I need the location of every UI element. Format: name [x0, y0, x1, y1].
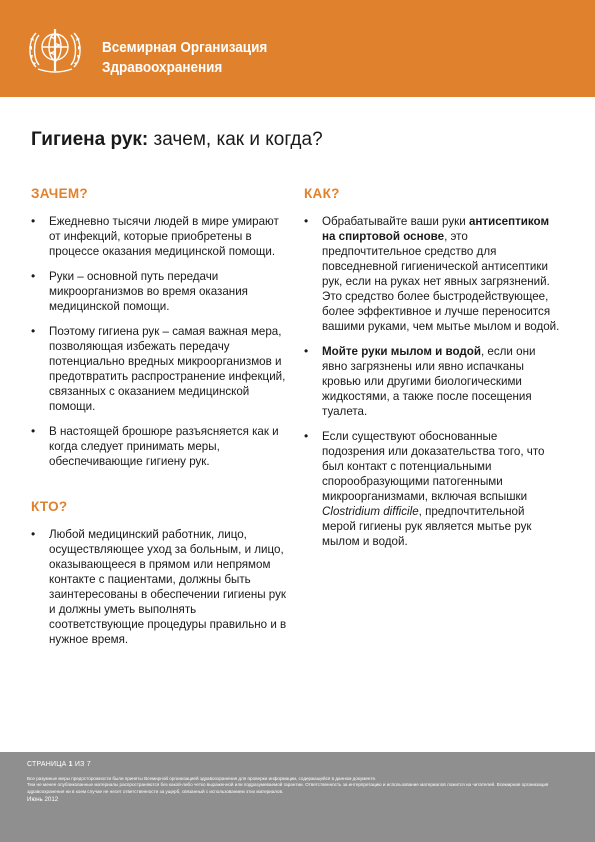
- publication-date: Июнь 2012: [27, 796, 59, 803]
- footer: [0, 752, 595, 842]
- list-item: • Любой медицинский работник, лицо, осуществляющее уход за больным, и лицо, оказывающееся в прямом или непрямом контакте с пациентами, должны быть заинтересованы в обеспечении гигиены рук и должны уметь выполнять соответствующие процедуры правильно и в нужное время.: [31, 527, 293, 647]
- who-list: [31, 527, 293, 647]
- organization-name-line1: Всемирная Организация: [102, 39, 268, 56]
- organization-name: [102, 38, 267, 78]
- organization-name-line2: Здравоохранения: [102, 59, 223, 76]
- how-list: [304, 214, 561, 549]
- page-title: [31, 129, 323, 151]
- list-item: • Поэтому гигиена рук – самая важная мера, позволяющая избежать передачу потенциально вредных микроорганизмов и предотвратить распространение инфекций, связанных с оказанием медицинской помощи.: [31, 324, 293, 414]
- page-title-rest: зачем, как и когда?: [148, 129, 323, 150]
- list-item: • Если существуют обоснованные подозрения или доказательства того, что был контакт с потенциальными спорообразующими патогенными микроорганизмами, включая вспышки Clostridium difficile, предпочтительной мерой гигиены рук является мытье рук мылом и водой.: [304, 429, 561, 549]
- list-item: • Ежедневно тысячи людей в мире умирают от инфекций, которые приобретены в процессе оказания медицинской помощи.: [31, 214, 293, 259]
- list-item: • В настоящей брошюре разъясняется как и когда следует принимать меры, обеспечивающие гигиену рук.: [31, 424, 293, 469]
- heading-who: КТО?: [31, 499, 68, 514]
- page-number: СТРАНИЦА 1 ИЗ 7: [27, 761, 91, 768]
- list-item: • Обрабатывайте ваши руки антисептиком на спиртовой основе, это предпочтительное средство для повседневной гигиенической антисептики рук, если на руках нет явных загрязнений. Это средство более быстродействующее, более эффективное и лучше переносится вашими руками, чем мытье мылом и водой.: [304, 214, 561, 334]
- disclaimer: [27, 776, 572, 795]
- heading-how: КАК?: [304, 186, 340, 201]
- disclaimer-line1: Все разумные меры предосторожности были приняты Всемирной организацией здравоохранения для проверки информации, содержащейся в данном документе.: [27, 776, 377, 781]
- header-bar: [0, 0, 595, 97]
- list-item: • Руки – основной путь передачи микроорганизмов во время оказания медицинской помощи.: [31, 269, 293, 314]
- heading-why: ЗАЧЕМ?: [31, 186, 88, 201]
- list-item: • Мойте руки мылом и водой, если они явно загрязнены или явно испачканы кровью или другими биологическими жидкостями, а также после посещения туалета.: [304, 344, 561, 419]
- why-list: [31, 214, 293, 469]
- page-title-bold: Гигиена рук:: [31, 129, 149, 150]
- disclaimer-line2: Тем не менее опубликованные материалы распространяются без какой-либо четко выраженной или подразумеваемой гарантии. Ответственность за интерпретацию и использование материалов ложится на читателей. Всемирная организация здравоохранения ни в коем случае не несет ответственности за ущерб, связанный с использованием этих материалов.: [27, 782, 549, 794]
- who-emblem-icon: [26, 25, 84, 75]
